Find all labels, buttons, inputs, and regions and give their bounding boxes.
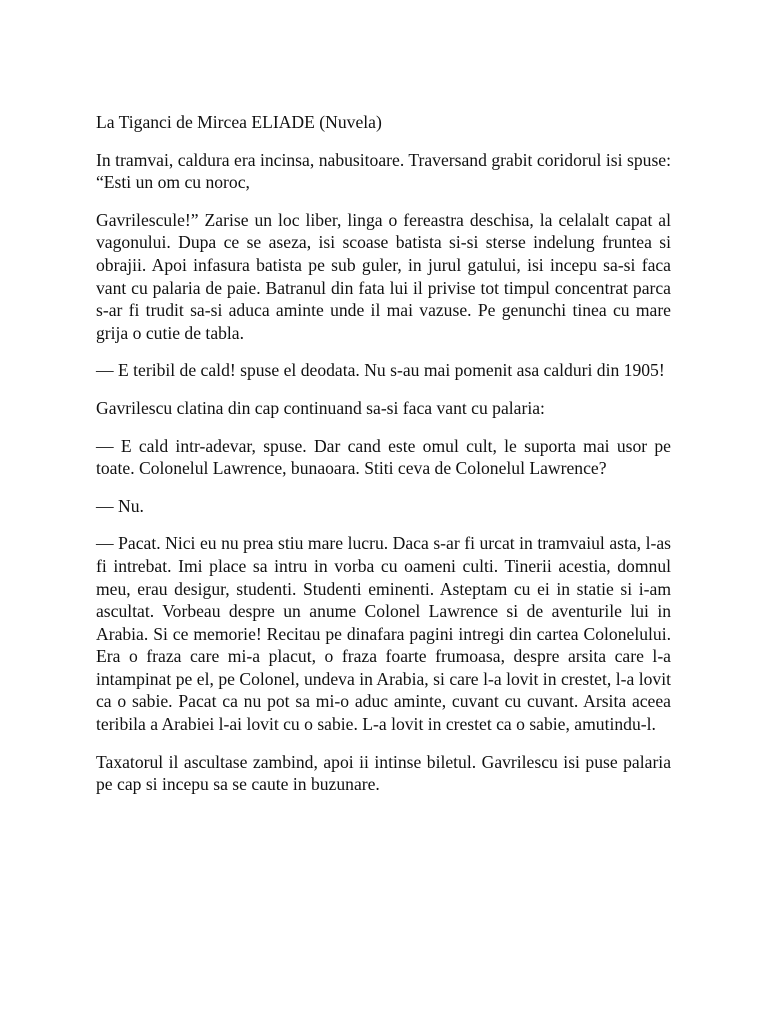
paragraph-5: — E cald intr-adevar, spuse. Dar cand este omul cult, le suporta mai usor pe toate. Colonelul Lawrence, bunaoara. Stiti ceva de Colonelul Lawrence? bbox=[96, 435, 671, 479]
paragraph-8: Taxatorul il ascultase zambind, apoi ii intinse biletul. Gavrilescu isi puse palaria pe cap si incepu sa se caute in buzunare. bbox=[96, 751, 671, 795]
document-title: La Tiganci de Mircea ELIADE (Nuvela) bbox=[96, 112, 382, 132]
document-page bbox=[96, 111, 671, 811]
paragraph-3: — E teribil de cald! spuse el deodata. Nu s-au mai pomenit asa calduri din 1905! bbox=[96, 360, 665, 381]
paragraph-4: Gavrilescu clatina din cap continuand sa-si faca vant cu palaria: bbox=[96, 397, 545, 418]
paragraph-1: In tramvai, caldura era incinsa, nabusitoare. Traversand grabit coridorul isi spuse: “Esti un om cu noroc, bbox=[96, 149, 671, 193]
paragraph-2: Gavrilescule!” Zarise un loc liber, linga o fereastra deschisa, la celalalt capat al vagonului. Dupa ce se aseza, isi scoase batista si-si sterse indelung fruntea si obrajii. Apoi infasura batista pe sub guler, in jurul gatului, isi incepu sa-si faca vant cu palaria de paie. Batranul din fata lui il privise tot timpul concentrat parca s-ar fi trudit sa-si aduca aminte unde il mai vazuse. Pe genunchi tinea cu mare grija o cutie de tabla. bbox=[96, 209, 671, 343]
paragraph-7: — Pacat. Nici eu nu prea stiu mare lucru. Daca s-ar fi urcat in tramvaiul asta, l-as fi intrebat. Imi place sa intru in vorba cu oameni culti. Tinerii acestia, domnul meu, erau desigur, studenti. Studenti eminenti. Asteptam cu ei in statie si i-am ascultat. Vorbeau despre un anume Colonel Lawrence si de aventurile lui in Arabia. Si ce memorie! Recitau pe dinafara pagini intregi din cartea Colonelului. Era o fraza care mi-a placut, o fraza foarte frumoasa, despre arsita care l-a intampinat pe el, pe Colonel, undeva in Arabia, si care l-a lovit in crestet, l-a lovit ca o sabie. Pacat ca nu pot sa mi-o aduc aminte, cuvant cu cuvant. Arsita aceea teribila a Arabiei l-ai lovit cu o sabie. L-a lovit in crestet ca o sabie, amutindu-l. bbox=[96, 533, 671, 735]
paragraph-6: — Nu. bbox=[96, 495, 144, 516]
